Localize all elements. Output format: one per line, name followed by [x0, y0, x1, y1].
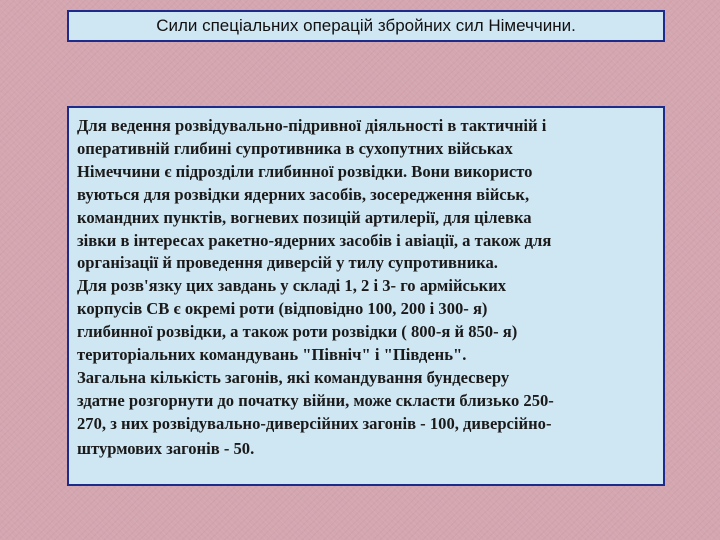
slide-body-box [67, 106, 665, 486]
body-text-line: Для ведення розвідувально-підривної діяльності в тактичній і [77, 116, 547, 135]
body-text-line: корпусів СВ є окремі роти (відповідно 100, 200 і 300- я) [77, 299, 488, 319]
slide-title: Сили спеціальних операцій збройних сил Німеччини. [156, 16, 576, 35]
body-text-line: Німеччини є підрозділи глибинної розвідки. Вони використо [77, 161, 533, 181]
body-text-line: територіальних командувань "Північ" і "Південь". [77, 345, 467, 365]
body-text-line: організації й проведення диверсій у тилу супротивника. [77, 253, 498, 273]
body-text-line: Для розв'язку цих завдань у складі 1, 2 і 3- го армійських [77, 276, 507, 296]
body-text-line: глибинної розвідки, а також роти розвідки ( 800-я й 850- я) [77, 322, 518, 342]
body-text-line: Загальна кількість загонів, які командування бундесверу [77, 367, 510, 387]
body-text-line: штурмових загонів - 50. [77, 438, 255, 458]
body-text-line: здатне розгорнути до початку війни, може скласти близько 250- [77, 390, 554, 410]
slide-title-box [67, 10, 665, 42]
body-text-line: оперативній глибині супротивника в сухопутних військах [77, 138, 513, 158]
body-text-line: 270, з них розвідувально-диверсійних загонів - 100, диверсійно- [77, 413, 552, 433]
body-text-line: зівки в інтересах ракетно-ядерних засобів і авіації, а також для [77, 230, 552, 250]
body-text-line: командних пунктів, вогневих позицій артилерії, для цілевка [77, 207, 532, 227]
body-text-line: вуються для розвідки ядерних засобів, зосередження військ, [77, 184, 530, 204]
